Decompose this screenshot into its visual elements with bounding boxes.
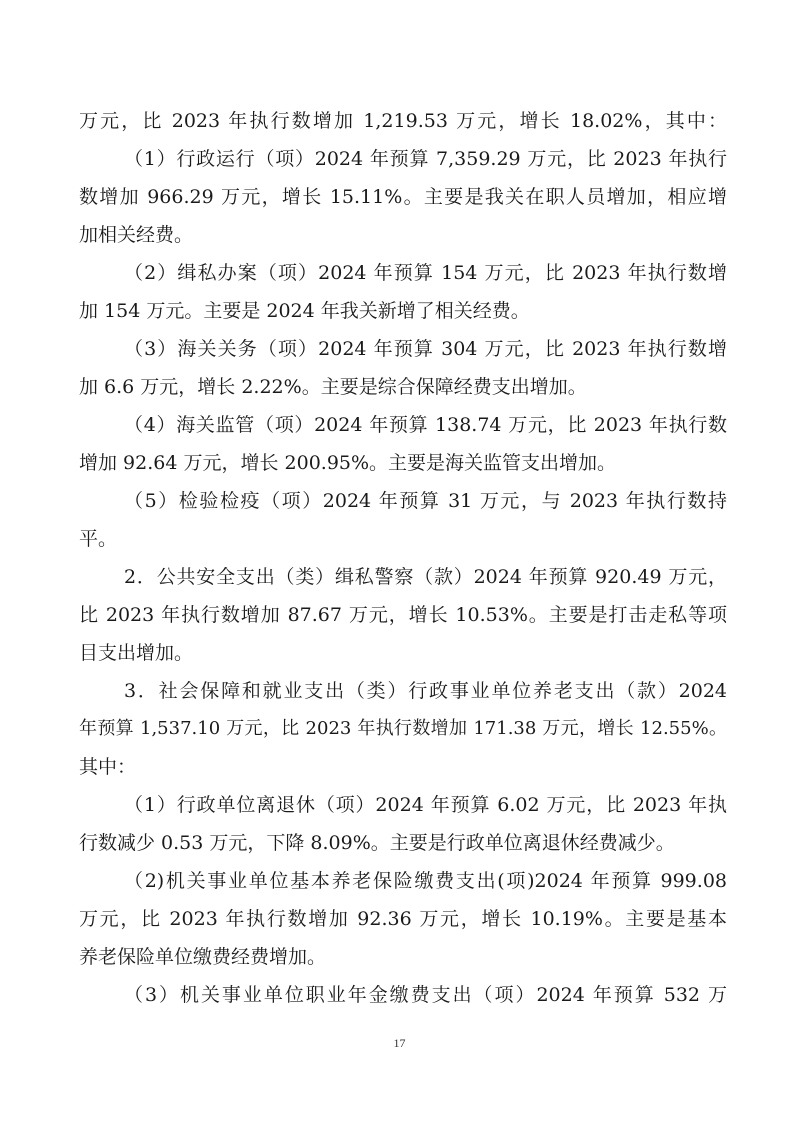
text-line: 年预算 1,537.10 万元，比 2023 年执行数增加 171.38 万元，增长 12.55%。 <box>79 718 727 739</box>
text-line: 2．公共安全支出（类）缉私警察（款）2024 年预算 920.49 万元， <box>124 566 727 588</box>
text-line: （2)机关事业单位基本养老保险缴费支出(项)2024 年预算 999.08 <box>124 870 727 892</box>
text-line: 加 154 万元。主要是 2024 年我关新增了相关经费。 <box>79 300 530 322</box>
body-text <box>79 102 727 1014</box>
text-line: 目支出增加。 <box>79 642 194 664</box>
text-line: 万元，比 2023 年执行数增加 92.36 万元，增长 10.19%。主要是基本 <box>79 908 727 930</box>
text-line: 加相关经费。 <box>79 224 194 246</box>
text-line: （2）缉私办案（项）2024 年预算 154 万元，比 2023 年执行数增 <box>124 262 727 284</box>
text-line: 行数减少 0.53 万元，下降 8.09%。主要是行政单位离退休经费减少。 <box>79 832 675 854</box>
text-line: （1）行政运行（项）2024 年预算 7,359.29 万元，比 2023 年执行 <box>124 148 727 170</box>
text-line: （5）检验检疫（项）2024 年预算 31 万元，与 2023 年执行数持 <box>124 490 727 512</box>
text-line: 平。 <box>79 528 118 550</box>
text-line: 数增加 966.29 万元，增长 15.11%。主要是我关在职人员增加，相应增 <box>79 186 727 208</box>
text-line: 比 2023 年执行数增加 87.67 万元，增长 10.53%。主要是打击走私等项 <box>79 604 727 626</box>
text-line: 3．社会保障和就业支出（类）行政事业单位养老支出（款）2024 <box>124 680 727 702</box>
text-line: 万元，比 2023 年执行数增加 1,219.53 万元，增长 18.02%，其中： <box>79 110 727 132</box>
page-number: 17 <box>393 1036 406 1050</box>
text-line: （4）海关监管（项）2024 年预算 138.74 万元，比 2023 年执行数 <box>124 414 727 436</box>
text-line: 养老保险单位缴费经费增加。 <box>79 946 327 968</box>
text-line: 增加 92.64 万元，增长 200.95%。主要是海关监管支出增加。 <box>79 452 617 474</box>
text-line: （3）海关关务（项）2024 年预算 304 万元，比 2023 年执行数增 <box>124 338 727 360</box>
text-line: （3）机关事业单位职业年金缴费支出（项）2024 年预算 532 万 <box>124 984 727 1006</box>
text-line: 其中： <box>79 756 137 778</box>
text-line: （1）行政单位离退休（项）2024 年预算 6.02 万元，比 2023 年执 <box>124 794 727 816</box>
text-line: 加 6.6 万元，增长 2.22%。主要是综合保障经费支出增加。 <box>79 376 587 398</box>
